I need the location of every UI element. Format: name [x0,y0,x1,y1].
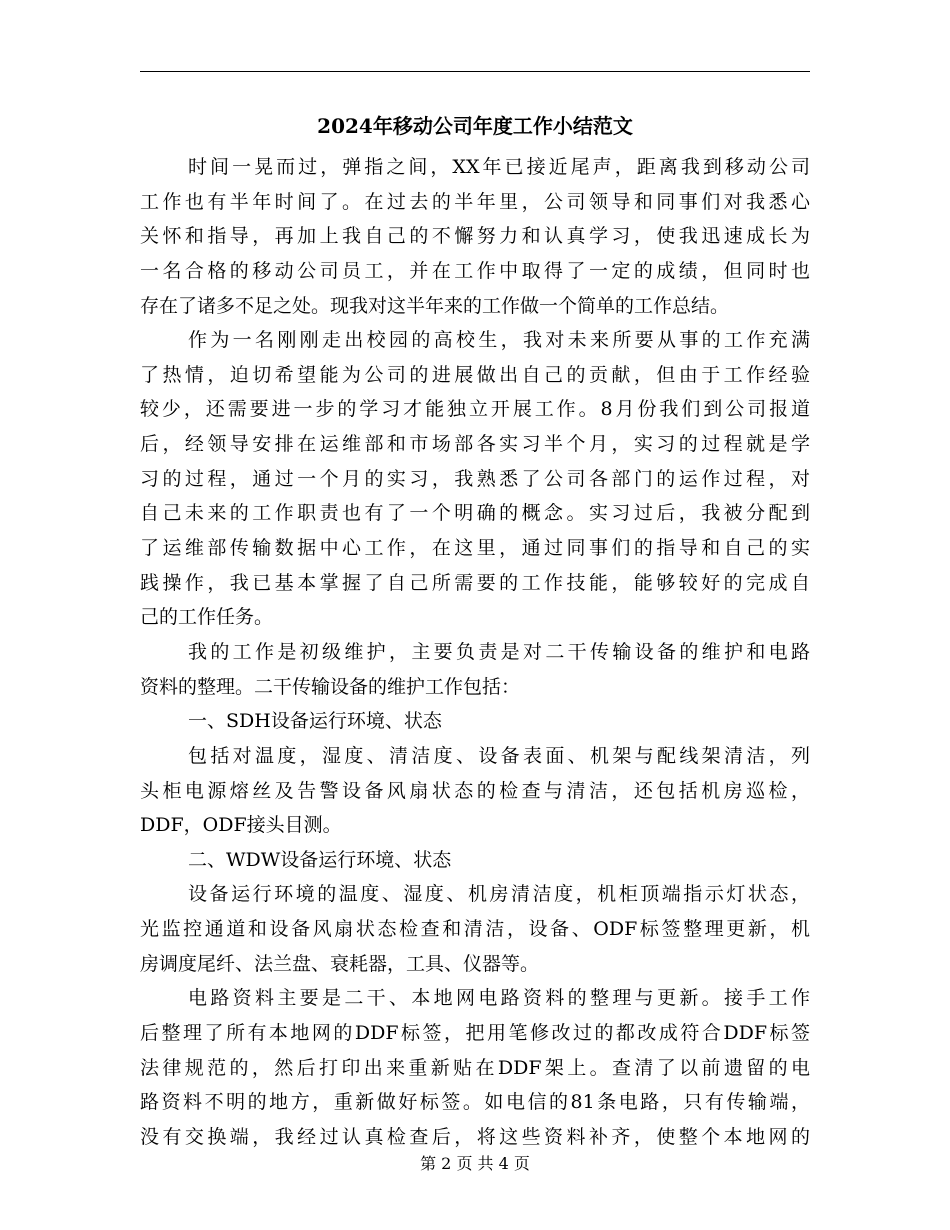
text-line: 工作也有半年时间了。在过去的半年里，公司领导和同事们对我悉心 [140,190,810,213]
document-body [140,150,810,1155]
header-rule [140,71,810,72]
text-line: 设备运行环境的温度、湿度、机房清洁度，机柜顶端指示灯状态， [188,883,810,906]
text-line: 后，经领导安排在运维部和市场部各实习半个月，实习的过程就是学 [140,433,810,456]
text-line: 一名合格的移动公司员工，并在工作中取得了一定的成绩，但同时也 [140,259,810,282]
text-line: 包括对温度，湿度、清洁度、设备表面、机架与配线架清洁，列 [188,744,810,767]
text-line: 路资料不明的地方，重新做好标签。如电信的81条电路，只有传输端， [140,1091,810,1114]
text-line: 我的工作是初级维护，主要负责是对二干传输设备的维护和电路 [188,640,810,663]
text-line: 习的过程，通过一个月的实习，我熟悉了公司各部门的运作过程，对 [140,467,810,490]
text-line: 后整理了所有本地网的DDF标签，把用笔修改过的都改成符合DDF标签 [140,1022,810,1045]
text-line: 资料的整理。二干传输设备的维护工作包括： [140,675,521,698]
text-line: 房调度尾纤、法兰盘、衰耗器，工具、仪器等。 [140,952,540,975]
text-line: 时间一晃而过，弹指之间，XX年已接近尾声，距离我到移动公司 [188,156,810,178]
text-line: 己的工作任务。 [140,606,274,629]
text-line: 没有交换端，我经过认真检查后，将这些资料补齐，使整个本地网的 [140,1125,810,1148]
text-line: 关怀和指导，再加上我自己的不懈努力和认真学习，使我迅速成长为 [140,225,810,248]
text-line: 光监控通道和设备风扇状态检查和清洁，设备、ODF标签整理更新，机 [140,918,810,941]
text-line: 了热情，迫切希望能为公司的进展做出自己的贡献，但由于工作经验 [140,363,810,386]
text-line: DDF，ODF接头目测。 [140,814,342,837]
text-line: 了运维部传输数据中心工作，在这里，通过同事们的指导和自己的实 [140,537,810,560]
text-line: 头柜电源熔丝及告警设备风扇状态的检查与清洁，还包括机房巡检， [140,779,810,802]
text-line: 较少，还需要进一步的学习才能独立开展工作。8月份我们到公司报道 [140,398,810,421]
text-line: 存在了诸多不足之处。现我对这半年来的工作做一个简单的工作总结。 [140,294,730,317]
text-line: 一、SDH设备运行环境、状态 [188,710,442,733]
page-number: 第 2 页 共 4 页 [420,1154,530,1173]
text-line: 自己未来的工作职责也有了一个明确的概念。实习过后，我被分配到 [140,502,810,525]
text-line: 电路资料主要是二干、本地网电路资料的整理与更新。接手工作 [188,987,810,1010]
text-line: 作为一名刚刚走出校园的高校生，我对未来所要从事的工作充满 [188,329,810,352]
text-line: 践操作，我已基本掌握了自己所需要的工作技能，能够较好的完成自 [140,571,810,594]
document-title: 2024年移动公司年度工作小结范文 [317,114,633,138]
text-line: 法律规范的，然后打印出来重新贴在DDF架上。查清了以前遗留的电 [140,1056,810,1079]
text-line: 二、WDW设备运行环境、状态 [188,848,452,871]
